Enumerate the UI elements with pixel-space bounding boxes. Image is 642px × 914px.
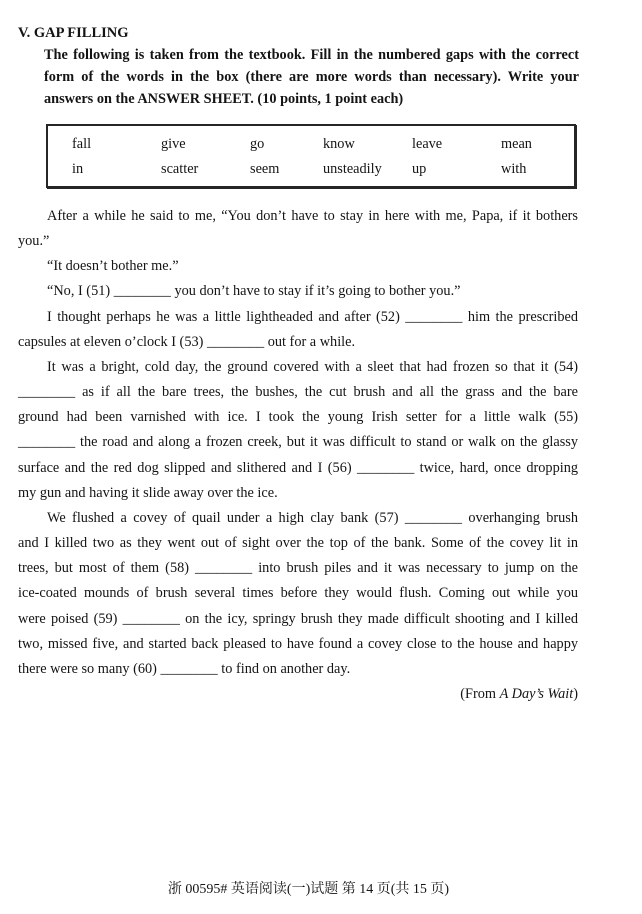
word-box-item: in	[72, 161, 84, 177]
word-box-item: scatter	[161, 161, 199, 177]
passage	[18, 204, 578, 707]
passage-line: you.”	[18, 233, 50, 250]
passage-line: ice-coated mounds of brush several times before they would flush. Coming out while you	[18, 585, 578, 602]
word-box-item: unsteadily	[323, 161, 382, 177]
source-prefix: (From	[460, 685, 500, 702]
passage-line: ________ as if all the bare trees, the bushes, the cut brush and all the grass and the bare	[18, 384, 578, 401]
word-box-item: leave	[412, 136, 443, 152]
passage-paragraph	[18, 204, 578, 254]
passage-line: It was a bright, cold day, the ground covered with a sleet that had frozen so that it (54)	[47, 358, 578, 375]
word-box	[46, 124, 576, 188]
passage-line: my gun and having it slide away over the ice.	[18, 484, 278, 501]
instruction-line: The following is taken from the textbook. Fill in the numbered gaps with the correct	[44, 47, 579, 63]
word-box-row	[72, 157, 574, 182]
passage-paragraph	[18, 279, 578, 304]
passage-paragraph	[18, 305, 578, 355]
passage-line: two, missed five, and started back pleased to have found a covey close to the house and happy	[18, 635, 578, 652]
instruction-line: form of the words in the box (there are more words than necessary). Write your	[44, 69, 579, 85]
word-box-item: with	[501, 161, 527, 177]
passage-line: there were so many (60) ________ to find on another day.	[18, 660, 351, 677]
word-box-item: mean	[501, 136, 532, 152]
passage-line: capsules at eleven o’clock I (53) ________ out for a while.	[18, 333, 356, 350]
section-heading: V. GAP FILLING	[18, 25, 129, 41]
passage-line: We flushed a covey of quail under a high clay bank (57) ________ overhanging brush	[47, 509, 578, 526]
section-instructions	[44, 44, 579, 110]
word-box-item: up	[412, 161, 427, 177]
passage-source	[18, 682, 578, 707]
passage-line: surface and the red dog slipped and slithered and I (56) ________ twice, hard, once dropping	[18, 459, 578, 476]
word-box-item: know	[323, 136, 355, 152]
passage-paragraph	[18, 355, 578, 506]
word-box-item: give	[161, 136, 186, 152]
passage-line: “It doesn’t bother me.”	[47, 258, 179, 275]
passage-line: trees, but most of them (58) ________ into brush piles and it was necessary to jump on the	[18, 560, 578, 577]
word-box-item: go	[250, 136, 265, 152]
source-suffix: )	[573, 685, 578, 702]
source-title: A Day’s Wait	[499, 685, 574, 702]
page-footer: 浙 00595# 英语阅读(一)试题 第 14 页(共 15 页)	[167, 882, 450, 897]
passage-line: ________ the road and along a frozen creek, but it was difficult to stand or walk on the glassy	[18, 434, 578, 451]
instruction-line: answers on the ANSWER SHEET. (10 points, 1 point each)	[44, 91, 404, 107]
passage-line: After a while he said to me, “You don’t have to stay in here with me, Papa, if it bothers	[47, 208, 578, 224]
passage-paragraph	[18, 254, 578, 279]
word-box-item: fall	[72, 136, 92, 152]
passage-line: “No, I (51) ________ you don’t have to stay if it’s going to bother you.”	[47, 283, 461, 300]
word-box-row	[72, 132, 574, 157]
passage-line: ground had been varnished with ice. I took the young Irish setter for a little walk (55)	[18, 409, 578, 426]
passage-paragraph	[18, 506, 578, 682]
passage-line: I thought perhaps he was a little lightheaded and after (52) ________ him the prescribed	[47, 308, 578, 325]
word-box-item: seem	[250, 161, 280, 177]
passage-line: were poised (59) ________ on the icy, springy brush they made difficult shooting and I killed	[18, 610, 578, 627]
passage-line: and I killed two as they went out of sight over the top of the bank. Some of the covey lit in	[18, 535, 578, 552]
